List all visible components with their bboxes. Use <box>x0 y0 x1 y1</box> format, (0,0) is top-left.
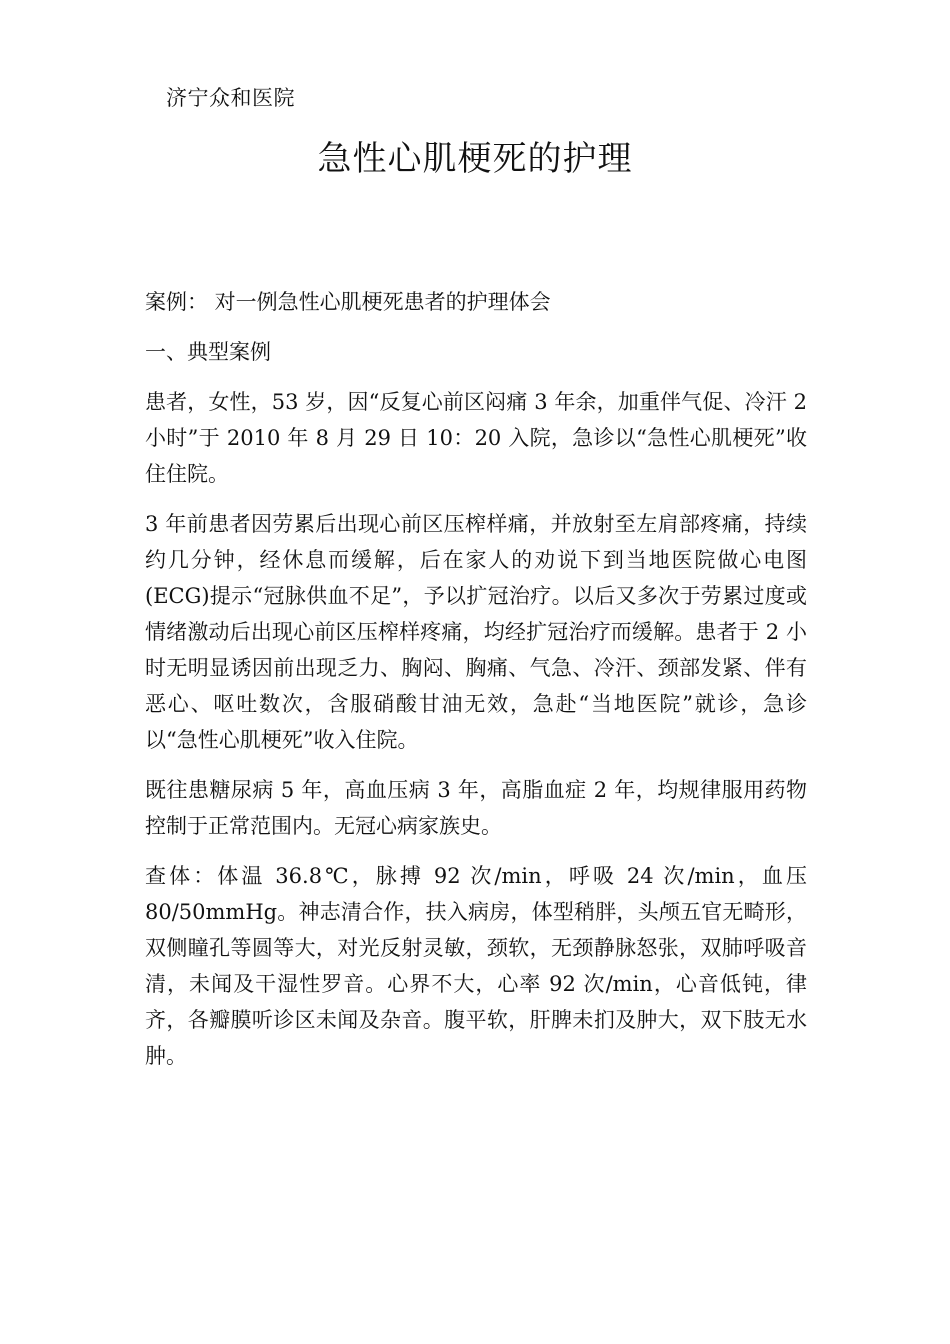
paragraph-intro: 患者，女性，53 岁，因“反复心前区闷痛 3 年余，加重伴气促、冷汗 2 小时”于 2010 年 8 月 29 日 10：20 入院，急诊以“急性心肌梗死”收住住院。 <box>145 390 807 486</box>
paragraph-past-history: 既往患糖尿病 5 年，高血压病 3 年，高脂血症 2 年，均规律服用药物控制于正常范围内。无冠心病家族史。 <box>145 778 807 838</box>
section-heading: 一、典型案例 <box>145 340 271 364</box>
hospital-name: 济宁众和医院 <box>166 86 295 110</box>
document-title: 急性心肌梗死的护理 <box>317 139 633 179</box>
document-body <box>145 284 807 1088</box>
case-line: 案例： 对一例急性心肌梗死患者的护理体会 <box>145 290 551 314</box>
paragraph-history: 3 年前患者因劳累后出现心前区压榨样痛，并放射至左肩部疼痛，持续约几分钟，经休息而缓解，后在家人的劝说下到当地医院做心电图(ECG)提示“冠脉供血不足”，予以扩冠治疗。以后又多次于劳累过度或情绪激动后出现心前区压榨样疼痛，均经扩冠治疗而缓解。患者于 2 小时无明显诱因前出现乏力、胸闷、胸痛、气急、冷汗、颈部发紧、伴有恶心、呕吐数次，含服硝酸甘油无效，急赴“当地医院”就诊，急诊以“急性心肌梗死”收入住院。 <box>145 512 807 752</box>
paragraph-exam: 查体：体温 36.8℃，脉搏 92 次/min，呼吸 24 次/min，血压 80/50mmHg。神志清合作，扶入病房，体型稍胖，头颅五官无畸形，双侧瞳孔等圆等大，对光反射灵敏，颈软，无颈静脉怒张，双肺呼吸音清，未闻及干湿性罗音。心界不大，心率 92 次/min，心音低钝，律齐，各瓣膜听诊区未闻及杂音。腹平软，肝脾未扪及肿大，双下肢无水肿。 <box>145 864 807 1068</box>
